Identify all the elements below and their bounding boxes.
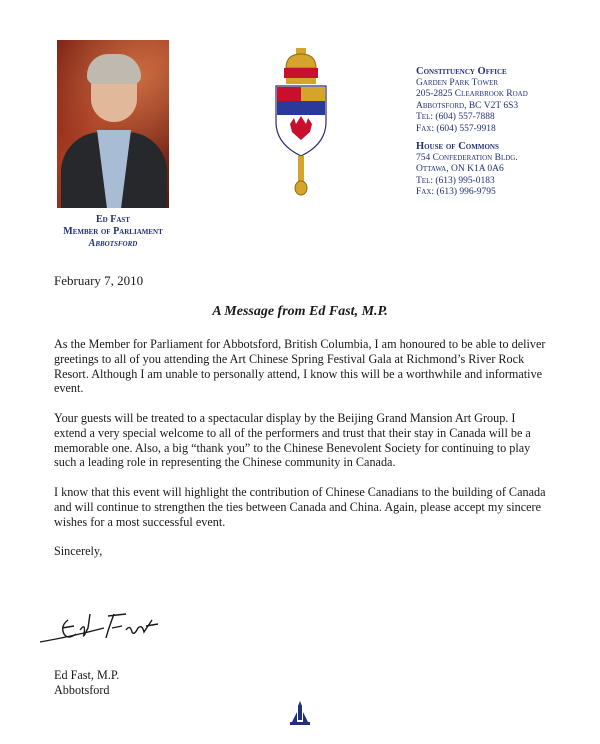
contact-block: [416, 66, 586, 199]
closing: Sincerely,: [54, 544, 103, 559]
constituency-line: Abbotsford, BC V2T 6S3: [416, 100, 519, 111]
body-paragraph: I know that this event will highlight the contribution of Chinese Canadians to the building of Canada and will continue to strengthen the ties between Canada and China. Again, please accept my sincere wishes for a most successful event.: [54, 484, 546, 529]
constituency-office-heading: Constituency Office: [416, 66, 507, 77]
house-of-commons-line: Fax: (613) 996-9795: [416, 187, 496, 197]
letter-title: A Message from Ed Fast, M.P.: [212, 304, 388, 319]
signer-riding: Abbotsford: [54, 683, 110, 697]
constituency-office: [416, 66, 586, 135]
parliament-logo-icon: [289, 700, 311, 728]
photo-caption: [40, 214, 186, 250]
letter-body: [54, 337, 549, 574]
house-of-commons-mace-crest: [272, 48, 330, 196]
caption-riding: Abbotsford: [88, 238, 138, 249]
handwritten-signature: [34, 606, 164, 650]
house-of-commons-line: Ottawa, ON K1A 0A6: [416, 164, 504, 174]
caption-name: Ed Fast: [96, 214, 130, 225]
body-paragraph: As the Member for Parliament for Abbotsford, British Columbia, I am honoured to be able to deliver greetings to all of you attending the Art Chinese Spring Festival Gala at Richmond’s River Rock Resort. Although I am unable to personally attend, I know this will be a worthwhile and informative event.: [54, 337, 546, 396]
house-of-commons-heading: House of Commons: [416, 141, 499, 152]
constituency-line: Garden Park Tower: [416, 77, 499, 88]
body-paragraph: Your guests will be treated to a spectacular display by the Beijing Grand Mansion Art Group. I extend a very special welcome to all of the performers and trust that their stay in Canada will be a memorable one. Also, a big “thank you” to the Chinese Benevolent Society for continuing to play such a leading role in representing the Chinese community in Canada.: [54, 410, 531, 470]
signer-block: [54, 668, 119, 698]
member-photo: [57, 40, 169, 208]
house-of-commons-office: [416, 141, 586, 199]
house-of-commons-line: Tel: (613) 995-0183: [416, 175, 495, 186]
house-of-commons-line: 754 Confederation Bldg.: [416, 152, 518, 163]
caption-role: Member of Parliament: [63, 226, 163, 237]
constituency-line: 205-2825 Clearbrook Road: [416, 89, 528, 99]
constituency-line: Tel: (604) 557-7888: [416, 112, 495, 122]
constituency-line: Fax: (604) 557-9918: [416, 123, 496, 134]
letter-date: February 7, 2010: [54, 273, 144, 288]
signer-name: Ed Fast, M.P.: [54, 668, 120, 682]
